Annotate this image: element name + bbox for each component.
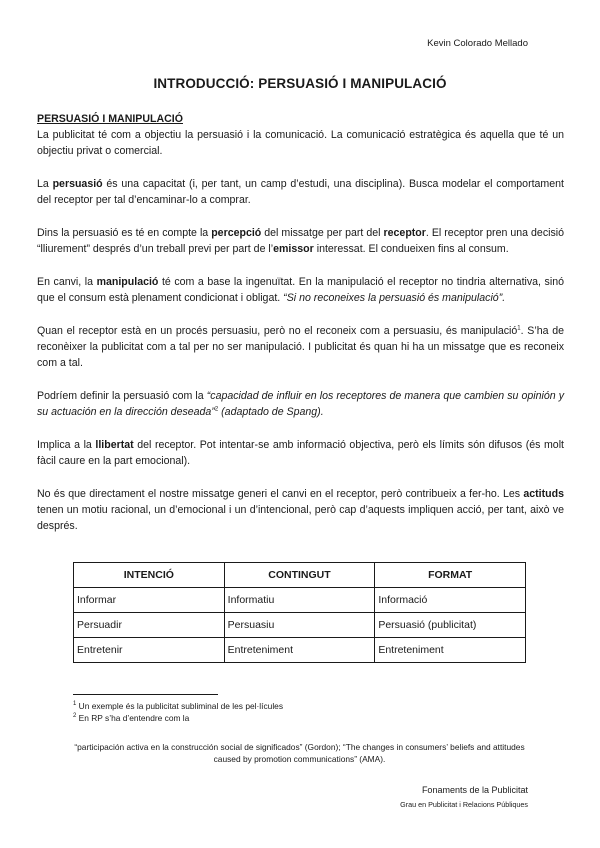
text-run: Quan el receptor està en un procés persuasiu, però no el reconeix com a persuasiu, és manipulació [37,325,518,337]
text-run: tenen un motiu racional, un d’emocional i un d’intencional, però cap d’aquests impliquen acció, per tant, això ve després. [37,504,564,532]
term-receptor: receptor [383,227,426,239]
term-actituds: actituds [523,488,564,500]
table-cell: Entretenir [74,638,225,663]
section-heading: PERSUASIÓ I MANIPULACIÓ [37,113,183,125]
paragraph-2 [37,176,564,208]
table-header-row [74,563,526,588]
text-run: . S’ha de reconèixer la publicitat com a tal per no ser manipulació. I publicitat és quan hi ha un missatge que es reconeix com a tal. [37,325,564,369]
text-run: . El receptor pren una decisió “lliurement” després d’un treball previ per part de l’ [37,227,565,255]
table-row [74,638,526,663]
table-cell: Informació [375,588,526,613]
table-cell: Entreteniment [375,638,526,663]
document-body [37,111,564,551]
table-cell: Informar [74,588,225,613]
quote-italic: “Si no reconeixes la persuasió és manipulació”. [283,292,506,304]
paragraph-6 [37,388,564,420]
text-run: No és que directament el nostre missatge generi el canvi en el receptor, però contribueix a fer-ho. Les [37,488,524,500]
footnote-ref-1: 1 [517,325,521,332]
text-run: interessat. El condueixen fins al consum. [313,243,509,255]
text-run: té com a base la ingenuïtat. En la manipulació el receptor no tindria alternativa, sinó que el consum està plenament condicionat i obligat. [37,276,564,304]
table-cell: Informatiu [224,588,375,613]
term-percepcio: percepció [211,227,262,239]
footnote-number: 1 [73,701,77,708]
footer-course: Fonaments de la Publicitat [421,785,528,795]
footnote-text: En RP s’ha d’entendre com la [76,713,190,723]
table-header-cell: FORMAT [375,563,526,588]
citation-italic: (adaptado de Spang). [218,406,324,418]
footnote-quote: “participación activa en la construcción social de significados” (Gordon); “The changes in consumers’ beliefs and attitudes caused by promotion communications” (AMA). [74,742,525,764]
paragraph-7 [37,437,564,469]
intent-content-format-table [73,562,526,663]
text-run: del receptor. Pot intentar-se amb informació objectiva, però els límits són difusos (és molt fàcil caure en la part emocional). [37,439,564,467]
text-run: Dins la persuasió es té en compte la [37,227,212,239]
text-run: del missatge per part del [261,227,384,239]
paragraph-4 [37,274,564,306]
term-emissor: emissor [273,243,314,255]
header-author: Kevin Colorado Mellado [427,38,528,49]
footnote-text: Un exemple és la publicitat subliminal de les pel·lícules [76,701,284,711]
footnote-divider [73,694,218,695]
text-run: Implica a la [37,439,96,451]
table-cell: Persuasió (publicitat) [375,613,526,638]
table-cell: Persuadir [74,613,225,638]
footer-degree: Grau en Publicitat i Relacions Públiques [400,800,528,809]
paragraph-3 [37,225,564,257]
table-header-cell: CONTINGUT [224,563,375,588]
definition-quote: “capacidad de influir en los receptores de manera que cambien su opinión y su actuación en la dirección deseada” [37,390,564,418]
text-run: En canvi, la [37,276,97,288]
term-manipulacio: manipulació [96,276,159,288]
paragraph-5 [37,323,564,371]
table-header-cell: INTENCIÓ [74,563,225,588]
text-run: Podríem definir la persuasió com la [37,390,207,402]
term-persuasio: persuasió [52,178,103,190]
paragraph-1: La publicitat té com a objectiu la persuasió i la comunicació. La comunicació estratègica és aquella que té un objectiu privat o comercial. [37,129,564,157]
paragraph-8 [37,486,564,534]
page-title: INTRODUCCIÓ: PERSUASIÓ I MANIPULACIÓ [153,76,447,91]
table-row [74,613,526,638]
footnote-1 [73,701,283,712]
text-run: és una capacitat (i, per tant, un camp d’estudi, una disciplina). Busca modelar el comportament del receptor per tal d’encaminar-lo a comprar. [37,178,564,206]
footnote-2 [73,713,189,724]
term-llibertat: llibertat [95,439,134,451]
table-cell: Persuasiu [224,613,375,638]
table-row [74,588,526,613]
table-cell: Entreteniment [224,638,375,663]
text-run: La [37,178,53,190]
footnote-ref-2: 2 [214,406,219,413]
footnote-number: 2 [73,713,77,720]
